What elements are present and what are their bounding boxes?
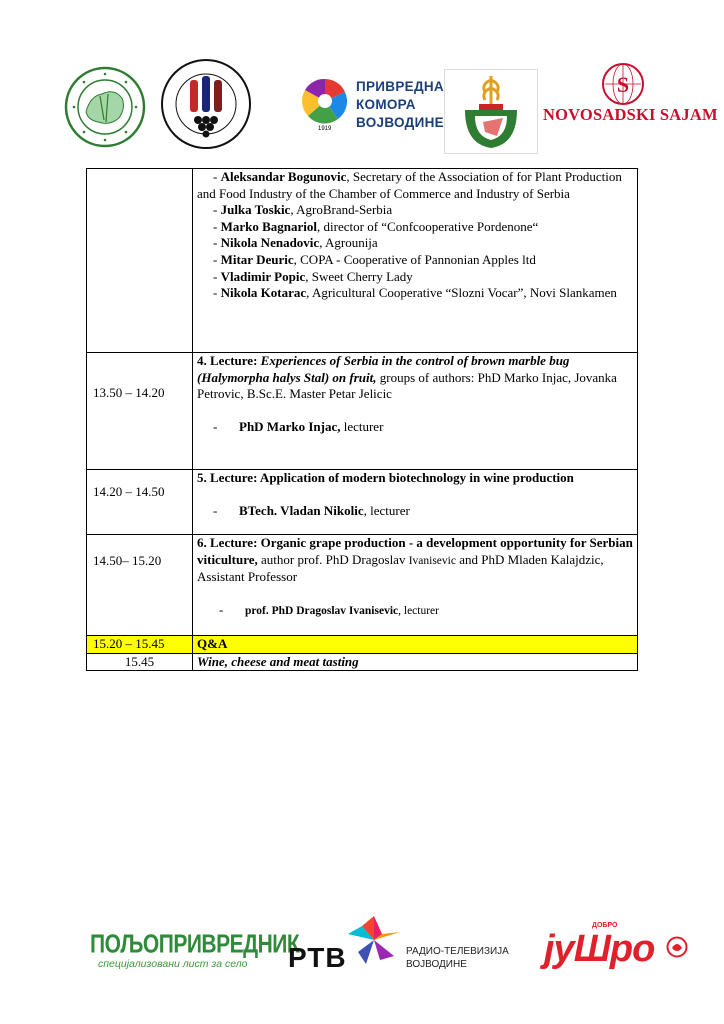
- chamber-year: 1919: [318, 126, 332, 132]
- panel-cell: [193, 169, 638, 353]
- lecturer-line: - prof. PhD Dragoslav Ivanisevic, lecturer: [219, 601, 439, 617]
- member-role: , Sweet Cherry Lady: [305, 268, 413, 284]
- time-cell: 15.20 – 15.45: [87, 636, 193, 654]
- tasting-cell: Wine, cheese and meat tasting: [193, 653, 638, 671]
- zsv-emblem-icon: [444, 69, 538, 154]
- table-row: [87, 636, 638, 654]
- chamber-of-commerce-logo: [298, 72, 444, 142]
- member-name: Nikola Nenadovic: [220, 235, 320, 251]
- panel-list: [197, 202, 633, 302]
- member-role: , Agricultural Cooperative “Slozni Vocar”, Novi Slankamen: [306, 285, 617, 301]
- footer-logos: [0, 900, 724, 1000]
- lecturer-line: - PhD Marko Injac, lecturer: [213, 418, 384, 434]
- time-cell: [87, 353, 193, 470]
- rtv-line2: ВОЈВОДИНЕ: [406, 959, 467, 970]
- novosadski-sajam-logo: [543, 62, 718, 132]
- novosadski-sajam-name: NOVOSADSKI SAJAM: [543, 105, 718, 124]
- faculty-of-agriculture-seal-icon: [64, 66, 146, 148]
- chamber-of-commerce-icon: [298, 76, 352, 126]
- member-name: Mitar Deuric: [220, 251, 294, 267]
- jusiro-top: ДОБРО: [592, 922, 618, 929]
- panel-member: - Mitar Deuric, COPA - Cooperative of Pannonian Apples ltd: [213, 251, 536, 267]
- panel-member: - Vladimir Popic, Sweet Cherry Lady: [213, 268, 413, 284]
- time-cell: 15.45: [87, 653, 193, 671]
- table-row: [87, 535, 638, 636]
- panel-member: - Aleksandar Bogunovic, Secretary of the Association of for Plant Production and Food Industry of the Chamber of Commerce and Industry of Serbia: [197, 169, 622, 201]
- chamber-name-line: ВОЈВОДИНЕ: [356, 115, 444, 130]
- qa-cell: Q&A: [193, 636, 638, 654]
- lecturer-role: , lecturer: [398, 604, 439, 617]
- member-name: Julka Toskic: [220, 202, 291, 218]
- lecturer-name: prof. PhD Dragoslav Ivanisevic: [245, 604, 399, 617]
- wine-association-seal-icon: [160, 58, 252, 150]
- jusiro-word: јуШро: [544, 928, 655, 970]
- lecturer-line: - BTech. Vladan Nikolic, lecturer: [213, 502, 410, 518]
- chamber-name-line: ПРИВРЕДНА: [356, 79, 444, 94]
- lecturer-name: BTech. Vladan Nikolic: [239, 502, 364, 518]
- time-cell: [87, 470, 193, 535]
- table-row: [87, 653, 638, 671]
- lecture-cell: [193, 470, 638, 535]
- member-name: Vladimir Popic: [220, 268, 306, 284]
- member-name: Marko Bagnariol: [220, 218, 318, 234]
- lecture-title: Experiences of Serbia in the control of brown marble bug (Halymorpha halys Stal) on fruit,: [197, 353, 570, 385]
- time-label: 13.50 – 14.20: [93, 385, 165, 400]
- time-cell: [87, 169, 193, 353]
- lecturer-name: PhD Marko Injac,: [239, 418, 341, 434]
- header-logos: [0, 0, 724, 160]
- table-row: [87, 470, 638, 535]
- chamber-name: [356, 78, 444, 132]
- member-name: Nikola Kotarac: [220, 285, 307, 301]
- poljoprivrednik-logo: [90, 930, 300, 970]
- table-row: [87, 353, 638, 470]
- panel-member: - Nikola Nenadovic, Agrounija: [213, 235, 378, 251]
- lecture-cell: [193, 535, 638, 636]
- lecture-authors: groups of authors: PhD Marko Injac, Jovanka Petrovic, B.Sc.E. Master Petar Jelicic: [197, 369, 617, 402]
- panel-member: - Nikola Kotarac, Agricultural Cooperative “Slozni Vocar”, Novi Slankamen: [213, 285, 617, 301]
- rtv-line1: РАДИО-ТЕЛЕВИЗИЈА: [406, 946, 509, 957]
- lecture-description: [197, 353, 633, 403]
- panel-member: - Julka Toskic, AgroBrand-Serbia: [213, 202, 393, 218]
- lecture-label: 4. Lecture:: [197, 353, 261, 368]
- member-role: , AgroBrand-Serbia: [290, 202, 393, 218]
- chamber-name-line: КОМОРА: [356, 97, 416, 112]
- lecture-authors-surname: Ivanisevic: [408, 554, 456, 567]
- jusiro-logo-icon: [666, 936, 688, 958]
- lecture-authors-rest: and PhD Mladen Kalajdzic, Assistant Professor: [197, 551, 604, 585]
- novosadski-sajam-icon: [601, 62, 645, 106]
- lecture-authors: author prof. PhD Dragoslav: [257, 551, 409, 567]
- time-cell: [87, 535, 193, 636]
- lecture-title: 6. Lecture: Organic grape production - a development opportunity for Serbian viticulture,: [197, 535, 633, 567]
- time-label: 14.20 – 14.50: [93, 484, 165, 499]
- poljoprivrednik-name: ПОЉОПРИВРЕДНИК: [90, 930, 300, 959]
- member-role: , Secretary of the Association of for Plant Production and Food Industry of the Chamber of Commerce and Industry of Serbia: [197, 169, 622, 201]
- jusiro-logo: [542, 922, 692, 982]
- rtv-logo: [288, 912, 528, 972]
- time-label: 14.50– 15.20: [93, 553, 162, 568]
- schedule-table: [86, 168, 638, 671]
- lecturer-role: , lecturer: [363, 502, 410, 518]
- lecturer-role: lecturer: [340, 418, 384, 434]
- member-role: , Agrounija: [319, 235, 378, 251]
- poljoprivrednik-tagline: специјализовани лист за село: [98, 958, 248, 970]
- table-row: [87, 169, 638, 353]
- lecture-cell: [193, 353, 638, 470]
- member-name: Aleksandar Bogunovic: [220, 169, 347, 184]
- svg-text:S: S: [616, 72, 630, 97]
- rtv-word: РТВ: [288, 942, 347, 973]
- panel-member: - Marko Bagnariol, director of “Confcooperative Pordenone“: [213, 218, 539, 234]
- lecture-title: 5. Lecture: Application of modern biotechnology in wine production: [197, 470, 574, 485]
- rtv-star-icon: [344, 912, 404, 970]
- lecture-description: [197, 535, 633, 586]
- member-role: , COPA - Cooperative of Pannonian Apples ltd: [293, 251, 536, 267]
- member-role: , director of “Confcooperative Pordenone“: [317, 218, 539, 234]
